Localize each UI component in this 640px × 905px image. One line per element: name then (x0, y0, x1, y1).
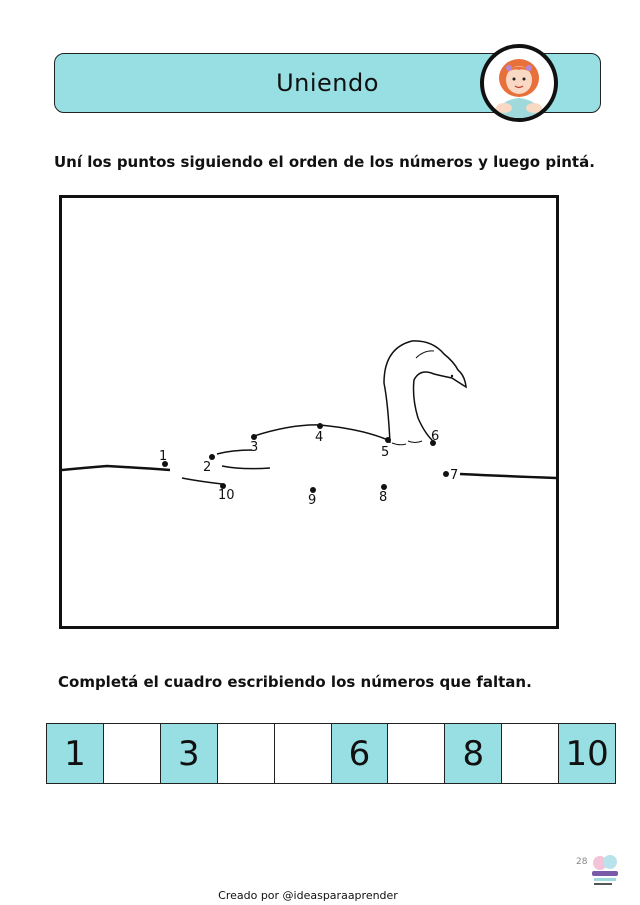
svg-text:5: 5 (381, 445, 390, 460)
svg-text:9: 9 (308, 493, 317, 508)
svg-text:3: 3 (250, 440, 259, 455)
dot-4 (315, 423, 323, 445)
svg-text:2: 2 (203, 460, 212, 475)
swan-bottom-stroke (182, 478, 222, 484)
swan-back-stroke (217, 450, 252, 454)
sequence-cell-7[interactable] (388, 724, 445, 783)
swan-head-detail (416, 351, 434, 358)
svg-text:7: 7 (450, 468, 459, 483)
dot-6 (430, 429, 439, 446)
dot-7 (443, 468, 458, 483)
sequence-cell-5[interactable] (275, 724, 332, 783)
dot-9 (308, 487, 316, 508)
number-sequence-table (46, 723, 616, 784)
dot-3 (250, 434, 258, 455)
swan-neck-head (384, 341, 466, 443)
sequence-cell-8: 8 (445, 724, 502, 783)
dot-5 (381, 437, 391, 460)
swan-drawing (62, 198, 556, 626)
dot-10 (218, 483, 235, 503)
sequence-cell-1: 1 (47, 724, 104, 783)
page-title: Uniendo (276, 69, 379, 97)
sequence-cell-2[interactable] (104, 724, 161, 783)
footer-credit: Creado por @ideasparaaprender (218, 889, 398, 902)
girl-avatar-icon (480, 44, 558, 122)
swan-chest-stroke (392, 441, 422, 445)
water-line-right (460, 474, 556, 478)
water-line-left (62, 466, 170, 470)
svg-text:8: 8 (379, 490, 388, 505)
swan-tail-stroke (222, 466, 270, 469)
sequence-cell-10: 10 (559, 724, 615, 783)
sequence-cell-6: 6 (332, 724, 389, 783)
instruction-fill-sequence: Completá el cuadro escribiendo los números que faltan. (58, 673, 532, 691)
svg-text:6: 6 (431, 429, 440, 444)
dot-8 (379, 484, 387, 505)
dot-to-dot-frame (59, 195, 559, 629)
sequence-cell-4[interactable] (218, 724, 275, 783)
dot-2 (203, 454, 215, 475)
sequence-cell-3: 3 (161, 724, 218, 783)
svg-text:1: 1 (159, 449, 168, 464)
instruction-connect-dots: Uní los puntos siguiendo el orden de los números y luego pintá. (54, 153, 595, 171)
sequence-cell-9[interactable] (502, 724, 559, 783)
ideas-para-aprender-logo-icon (588, 851, 622, 891)
page-number: 28 (576, 857, 588, 867)
dot-1 (159, 449, 168, 467)
svg-text:4: 4 (315, 430, 324, 445)
svg-text:10: 10 (218, 488, 235, 503)
